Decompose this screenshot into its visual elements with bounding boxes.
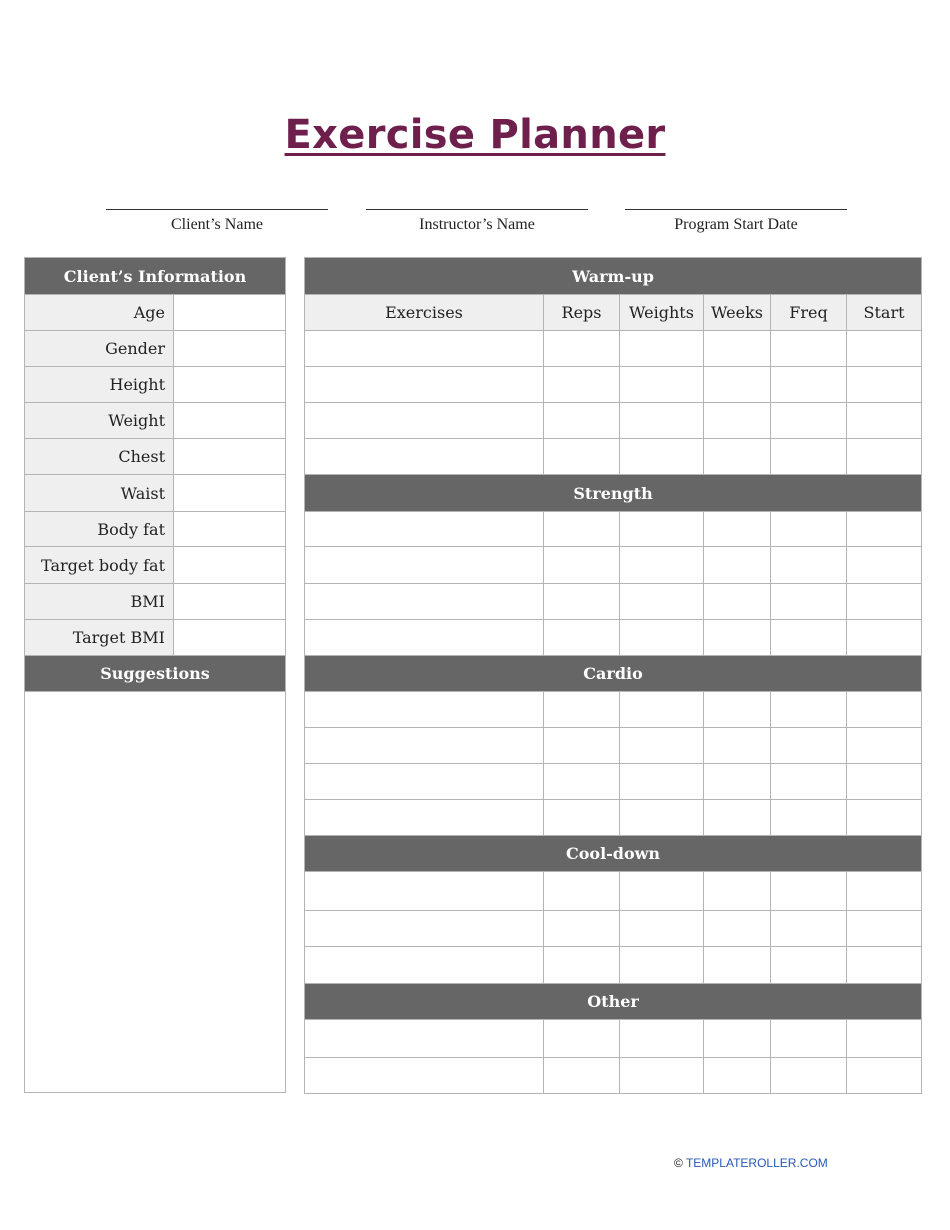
plan-cell-weeks[interactable] (704, 403, 771, 439)
plan-cell-weights[interactable] (620, 547, 704, 584)
field-label-body-fat: Body fat (25, 512, 174, 547)
plan-cell-exercises[interactable] (305, 620, 544, 656)
section-header-cardio: Cardio (305, 656, 922, 692)
instructor-name-line[interactable] (366, 196, 588, 210)
field-input-height[interactable] (174, 367, 286, 403)
plan-cell-reps[interactable] (544, 403, 620, 439)
plan-cell-freq[interactable] (771, 547, 847, 584)
plan-cell-weeks[interactable] (704, 547, 771, 584)
plan-cell-freq[interactable] (771, 764, 847, 800)
plan-cell-reps[interactable] (544, 692, 620, 728)
plan-cell-freq[interactable] (771, 403, 847, 439)
plan-cell-freq[interactable] (771, 331, 847, 367)
plan-cell-weights[interactable] (620, 403, 704, 439)
plan-cell-reps[interactable] (544, 911, 620, 947)
plan-cell-exercises[interactable] (305, 584, 544, 620)
plan-cell-exercises[interactable] (305, 331, 544, 367)
plan-cell-exercises[interactable] (305, 1020, 544, 1058)
plan-cell-start[interactable] (847, 1020, 922, 1058)
plan-cell-exercises[interactable] (305, 800, 544, 836)
field-input-age[interactable] (174, 295, 286, 331)
plan-cell-weeks[interactable] (704, 439, 771, 475)
plan-cell-start[interactable] (847, 764, 922, 800)
plan-cell-freq[interactable] (771, 728, 847, 764)
plan-cell-start[interactable] (847, 947, 922, 984)
plan-cell-reps[interactable] (544, 584, 620, 620)
plan-cell-freq[interactable] (771, 947, 847, 984)
field-input-weight[interactable] (174, 403, 286, 439)
plan-cell-weeks[interactable] (704, 367, 771, 403)
column-header-freq: Freq (771, 295, 847, 331)
plan-cell-start[interactable] (847, 872, 922, 911)
plan-cell-reps[interactable] (544, 512, 620, 547)
client-name-line[interactable] (106, 196, 328, 210)
plan-cell-freq[interactable] (771, 800, 847, 836)
plan-cell-start[interactable] (847, 403, 922, 439)
client-information-table (24, 257, 286, 1093)
field-input-gender[interactable] (174, 331, 286, 367)
field-label-chest: Chest (25, 439, 174, 475)
plan-cell-reps[interactable] (544, 800, 620, 836)
plan-cell-weeks[interactable] (704, 692, 771, 728)
plan-cell-weights[interactable] (620, 439, 704, 475)
field-label-gender: Gender (25, 331, 174, 367)
suggestions-area[interactable] (25, 692, 286, 1093)
column-header-weights: Weights (620, 295, 704, 331)
plan-cell-exercises[interactable] (305, 911, 544, 947)
field-input-chest[interactable] (174, 439, 286, 475)
plan-cell-start[interactable] (847, 367, 922, 403)
plan-cell-freq[interactable] (771, 584, 847, 620)
plan-cell-freq[interactable] (771, 620, 847, 656)
plan-cell-weights[interactable] (620, 512, 704, 547)
plan-cell-start[interactable] (847, 439, 922, 475)
plan-cell-weeks[interactable] (704, 764, 771, 800)
client-information-header: Client’s Information (25, 258, 286, 295)
column-header-exercises: Exercises (305, 295, 544, 331)
plan-cell-reps[interactable] (544, 947, 620, 984)
footer-credit (674, 1156, 828, 1170)
plan-cell-weights[interactable] (620, 620, 704, 656)
plan-cell-weeks[interactable] (704, 1058, 771, 1094)
plan-cell-weeks[interactable] (704, 728, 771, 764)
templateroller-link[interactable]: TEMPLATEROLLER.COM (685, 1156, 828, 1170)
plan-cell-freq[interactable] (771, 911, 847, 947)
plan-cell-freq[interactable] (771, 439, 847, 475)
plan-cell-exercises[interactable] (305, 872, 544, 911)
plan-cell-start[interactable] (847, 512, 922, 547)
plan-cell-start[interactable] (847, 911, 922, 947)
plan-cell-reps[interactable] (544, 367, 620, 403)
field-label-weight: Weight (25, 403, 174, 439)
plan-cell-exercises[interactable] (305, 728, 544, 764)
plan-cell-exercises[interactable] (305, 512, 544, 547)
column-header-weeks: Weeks (704, 295, 771, 331)
plan-cell-reps[interactable] (544, 547, 620, 584)
plan-cell-start[interactable] (847, 692, 922, 728)
field-label-age: Age (25, 295, 174, 331)
column-header-start: Start (847, 295, 922, 331)
section-header-strength: Strength (305, 475, 922, 512)
plan-cell-start[interactable] (847, 800, 922, 836)
plan-cell-reps[interactable] (544, 439, 620, 475)
instructor-name-label: Instructor’s Name (419, 216, 535, 233)
field-label-bmi: BMI (25, 584, 174, 620)
plan-cell-reps[interactable] (544, 1020, 620, 1058)
field-input-target-body-fat[interactable] (174, 547, 286, 584)
plan-cell-weeks[interactable] (704, 584, 771, 620)
plan-cell-start[interactable] (847, 547, 922, 584)
plan-cell-reps[interactable] (544, 620, 620, 656)
plan-cell-freq[interactable] (771, 692, 847, 728)
plan-cell-weights[interactable] (620, 367, 704, 403)
plan-cell-start[interactable] (847, 331, 922, 367)
plan-cell-reps[interactable] (544, 331, 620, 367)
plan-cell-exercises[interactable] (305, 439, 544, 475)
plan-cell-weights[interactable] (620, 692, 704, 728)
plan-cell-exercises[interactable] (305, 692, 544, 728)
field-input-body-fat[interactable] (174, 512, 286, 547)
plan-cell-exercises[interactable] (305, 547, 544, 584)
exercise-plan-table (304, 257, 922, 1094)
section-header-warm-up: Warm-up (305, 258, 922, 295)
plan-cell-weights[interactable] (620, 800, 704, 836)
plan-cell-start[interactable] (847, 584, 922, 620)
plan-cell-weeks[interactable] (704, 512, 771, 547)
plan-cell-freq[interactable] (771, 367, 847, 403)
plan-cell-weights[interactable] (620, 872, 704, 911)
plan-cell-weeks[interactable] (704, 800, 771, 836)
plan-cell-start[interactable] (847, 728, 922, 764)
plan-cell-weights[interactable] (620, 728, 704, 764)
section-header-cool-down: Cool-down (305, 836, 922, 872)
plan-cell-freq[interactable] (771, 872, 847, 911)
plan-cell-weeks[interactable] (704, 872, 771, 911)
plan-cell-freq[interactable] (771, 1058, 847, 1094)
plan-cell-weights[interactable] (620, 584, 704, 620)
field-input-bmi[interactable] (174, 584, 286, 620)
plan-cell-exercises[interactable] (305, 403, 544, 439)
plan-cell-weeks[interactable] (704, 620, 771, 656)
plan-cell-weeks[interactable] (704, 911, 771, 947)
plan-cell-weights[interactable] (620, 947, 704, 984)
plan-cell-weights[interactable] (620, 1020, 704, 1058)
field-input-target-bmi[interactable] (174, 620, 286, 656)
client-name-label: Client’s Name (171, 216, 263, 233)
plan-cell-weeks[interactable] (704, 331, 771, 367)
plan-cell-exercises[interactable] (305, 947, 544, 984)
copyright-symbol: © (674, 1156, 683, 1170)
plan-cell-exercises[interactable] (305, 367, 544, 403)
column-header-reps: Reps (544, 295, 620, 331)
plan-cell-reps[interactable] (544, 764, 620, 800)
plan-cell-weights[interactable] (620, 1058, 704, 1094)
field-label-waist: Waist (25, 475, 174, 512)
plan-cell-weeks[interactable] (704, 1020, 771, 1058)
field-label-height: Height (25, 367, 174, 403)
plan-cell-exercises[interactable] (305, 764, 544, 800)
field-input-waist[interactable] (174, 475, 286, 512)
plan-cell-exercises[interactable] (305, 1058, 544, 1094)
plan-cell-reps[interactable] (544, 872, 620, 911)
plan-cell-weights[interactable] (620, 764, 704, 800)
field-label-target-body-fat: Target body fat (25, 547, 174, 584)
plan-cell-start[interactable] (847, 620, 922, 656)
program-start-date-label: Program Start Date (674, 216, 798, 233)
field-label-target-bmi: Target BMI (25, 620, 174, 656)
plan-cell-reps[interactable] (544, 728, 620, 764)
program-start-date-line[interactable] (625, 196, 847, 210)
page-title: Exercise Planner (284, 112, 666, 158)
plan-cell-start[interactable] (847, 1058, 922, 1094)
plan-cell-weights[interactable] (620, 911, 704, 947)
plan-cell-freq[interactable] (771, 512, 847, 547)
suggestions-header: Suggestions (25, 656, 286, 692)
plan-cell-weights[interactable] (620, 331, 704, 367)
plan-cell-freq[interactable] (771, 1020, 847, 1058)
plan-cell-weeks[interactable] (704, 947, 771, 984)
plan-cell-reps[interactable] (544, 1058, 620, 1094)
section-header-other: Other (305, 984, 922, 1020)
